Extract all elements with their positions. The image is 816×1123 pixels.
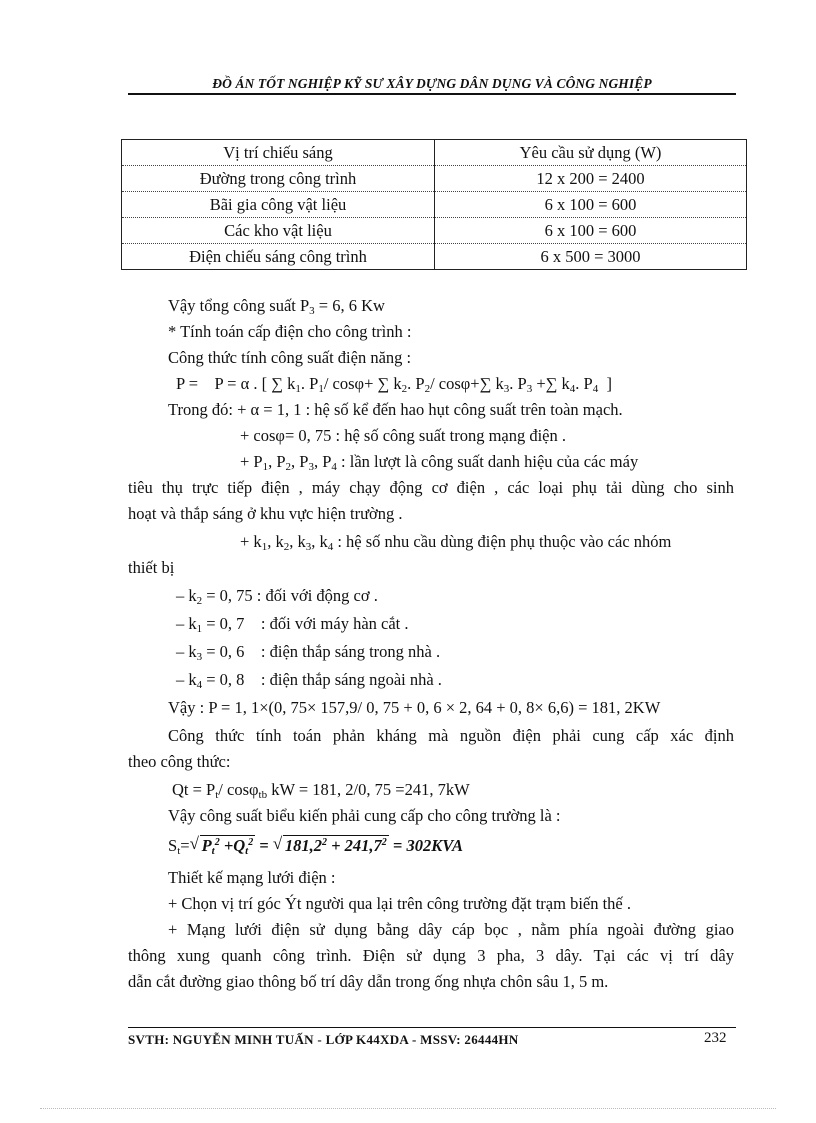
apparent-heading: Vậy công suất biểu kiến phải cung cấp cho công trường là : [168, 806, 561, 825]
st-formula: $S_t=√$ $P_t^2 +Q_t^2$ = √ $181,2^2 + 241,7^2 = 302KVA$ [168, 836, 463, 857]
table-header-requirement: Yêu cầu sử dụng (W) [435, 140, 747, 166]
page-bottom-dotted-line [40, 1108, 776, 1109]
p-description-line1: + $P_1$, $P_2$, $P_3$, $P_4$ : lần lượt là công suất danh hiệu của các máy [240, 452, 639, 473]
table-cell-location: Điện chiếu sáng công trình [122, 244, 435, 270]
k-description-line1: + $k_1$, $k_2$, $k_3$, $k_4$ : hệ số nhu cầu dùng điện phụ thuộc vào các nhóm [240, 532, 672, 553]
where-alpha: Trong đó: + α = 1, 1 : hệ số kể đến hao hụt công suất trên toàn mạch. [168, 400, 623, 419]
table-header-location: Vị trí chiếu sáng [122, 140, 435, 166]
table-cell-location: Bãi gia công vật liệu [122, 192, 435, 218]
p-description-line3: hoạt và thắp sáng ở khu vực hiện trường . [128, 504, 403, 523]
table-row [122, 192, 747, 218]
document-header-title: ĐỒ ÁN TỐT NGHIỆP KỸ SƯ XÂY DỰNG DÂN DỤNG VÀ CÔNG NGHIỆP [212, 76, 652, 91]
k1-item: – $k_1 = 0$, 7 : đối với máy hàn cắt . [176, 614, 409, 635]
result-p: Vậy : P = 1, 1×(0, 75× 157,9/ 0, 75 + 0, 6 × 2, 64 + 0, 8× 6,6) = 181, 2KW [168, 698, 661, 717]
footer-student-info: SVTH: NGUYỄN MINH TUẤN - LỚP K44XDA - MSSV: 26444HN [128, 1032, 519, 1047]
p-description-line2: tiêu thụ trực tiếp điện , máy chạy động cơ điện , các loại phụ tải dùng cho sinh [128, 478, 734, 497]
k2-item: – $k_2 = 0$, 75 : đối với động cơ . [176, 586, 378, 607]
qt-formula: $Qt = P_t/$ cosφ$_{tb}$ kW = 181, 2/0, 75 =241, 7kW [172, 780, 470, 801]
network-item-2-line2: thông xung quanh công trình. Điện sử dụng 3 pha, 3 dây. Tại các vị trí dây [128, 946, 734, 965]
table-cell-requirement: 6 x 100 = 600 [435, 192, 747, 218]
where-cos: + cosφ= 0, 75 : hệ số công suất trong mạng điện . [240, 426, 567, 445]
table-header-row [122, 140, 747, 166]
footer-divider [128, 1027, 736, 1028]
table-row [122, 166, 747, 192]
network-item-2-line3: dẫn cắt đường giao thông bố trí dây dẫn trong ống nhựa chôn sâu 1, 5 m. [128, 972, 609, 991]
table-row [122, 218, 747, 244]
k3-item: – $k_3 = 0$, 6 : điện thắp sáng trong nhà . [176, 642, 441, 663]
reactive-line1: Công thức tính toán phản kháng mà nguồn điện phải cung cấp xác định [168, 726, 734, 745]
table-cell-location: Đường trong công trình [122, 166, 435, 192]
power-formula: P = P = α . [ ∑ $k_1$. $P_1/$ cosφ+ ∑ $k_2$. $P_2/$ cosφ+∑ $k_3$. $P_3$ +∑ $k_4$. $P_4$ ] [176, 374, 612, 395]
table-row [122, 244, 747, 270]
k4-item: – $k_4 = 0$, 8 : điện thắp sáng ngoài nhà . [176, 670, 442, 691]
reactive-line2: theo công thức: [128, 752, 231, 771]
header-divider [128, 93, 736, 95]
table-cell-requirement: 6 x 100 = 600 [435, 218, 747, 244]
formula-heading: Công thức tính công suất điện năng : [168, 348, 412, 367]
network-item-2-line1: + Mạng lưới điện sử dụng bằng dây cáp bọc , nằm phía ngoài đường giao [168, 920, 734, 939]
total-power-line: Vậy tổng công suất $P_3 = 6$, 6 Kw [168, 296, 385, 317]
table-cell-location: Các kho vật liệu [122, 218, 435, 244]
table-cell-requirement: 12 x 200 = 2400 [435, 166, 747, 192]
network-item-1: + Chọn vị trí góc Ýt người qua lại trên công trường đặt trạm biến thế . [168, 894, 632, 913]
k-description-line2: thiết bị [128, 558, 175, 577]
table-cell-requirement: 6 x 500 = 3000 [435, 244, 747, 270]
page-number: 232 [704, 1030, 727, 1046]
calc-heading: * Tính toán cấp điện cho công trình : [168, 322, 412, 341]
network-heading: Thiết kế mạng lưới điện : [168, 868, 336, 887]
lighting-requirements-table [121, 139, 747, 270]
